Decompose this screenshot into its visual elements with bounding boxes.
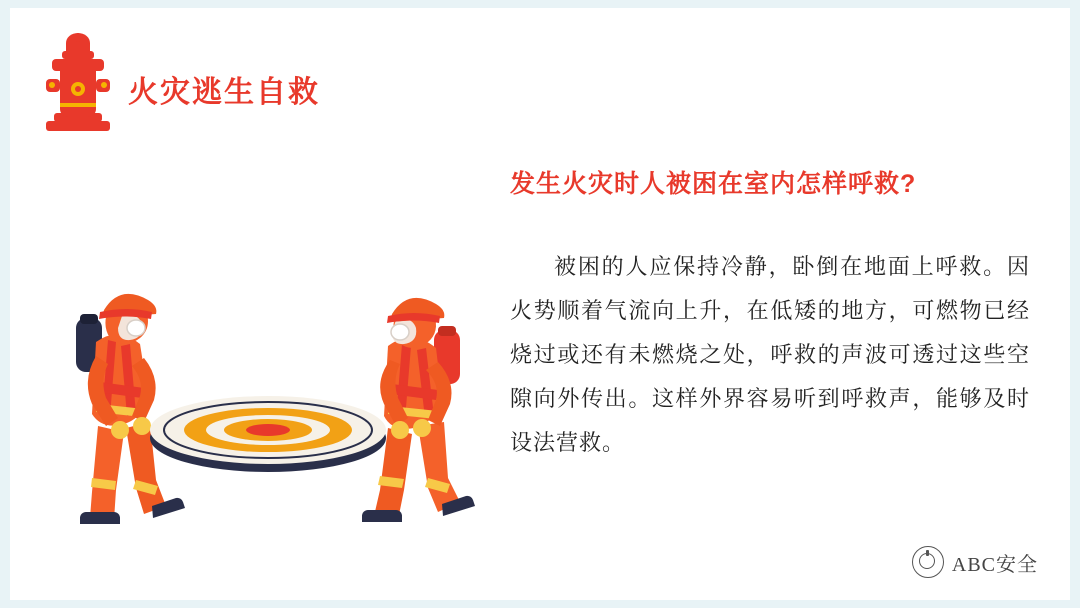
slide-card <box>10 8 1070 600</box>
footer-badge <box>912 546 1038 578</box>
two-firefighters-carrying-disc-illustration <box>56 270 476 560</box>
brand-title: 火灾逃生自救 <box>128 76 320 109</box>
content-column <box>510 168 1030 465</box>
wechat-account-icon <box>912 546 944 578</box>
fire-hydrant-icon <box>40 29 116 133</box>
badge-label: ABC安全 <box>951 553 1038 576</box>
brand-header <box>40 26 320 136</box>
page-title: 发生火灾时人被困在室内怎样呼救? <box>510 170 917 198</box>
body-paragraph: 被困的人应保持冷静，卧倒在地面上呼救。因火势顺着气流向上升，在低矮的地方，可燃物已经烧过或还有未燃烧之处，呼救的声波可透过这些空隙向外传出。这样外界容易听到呼救声，能够及时设法营救。 <box>510 253 1030 455</box>
